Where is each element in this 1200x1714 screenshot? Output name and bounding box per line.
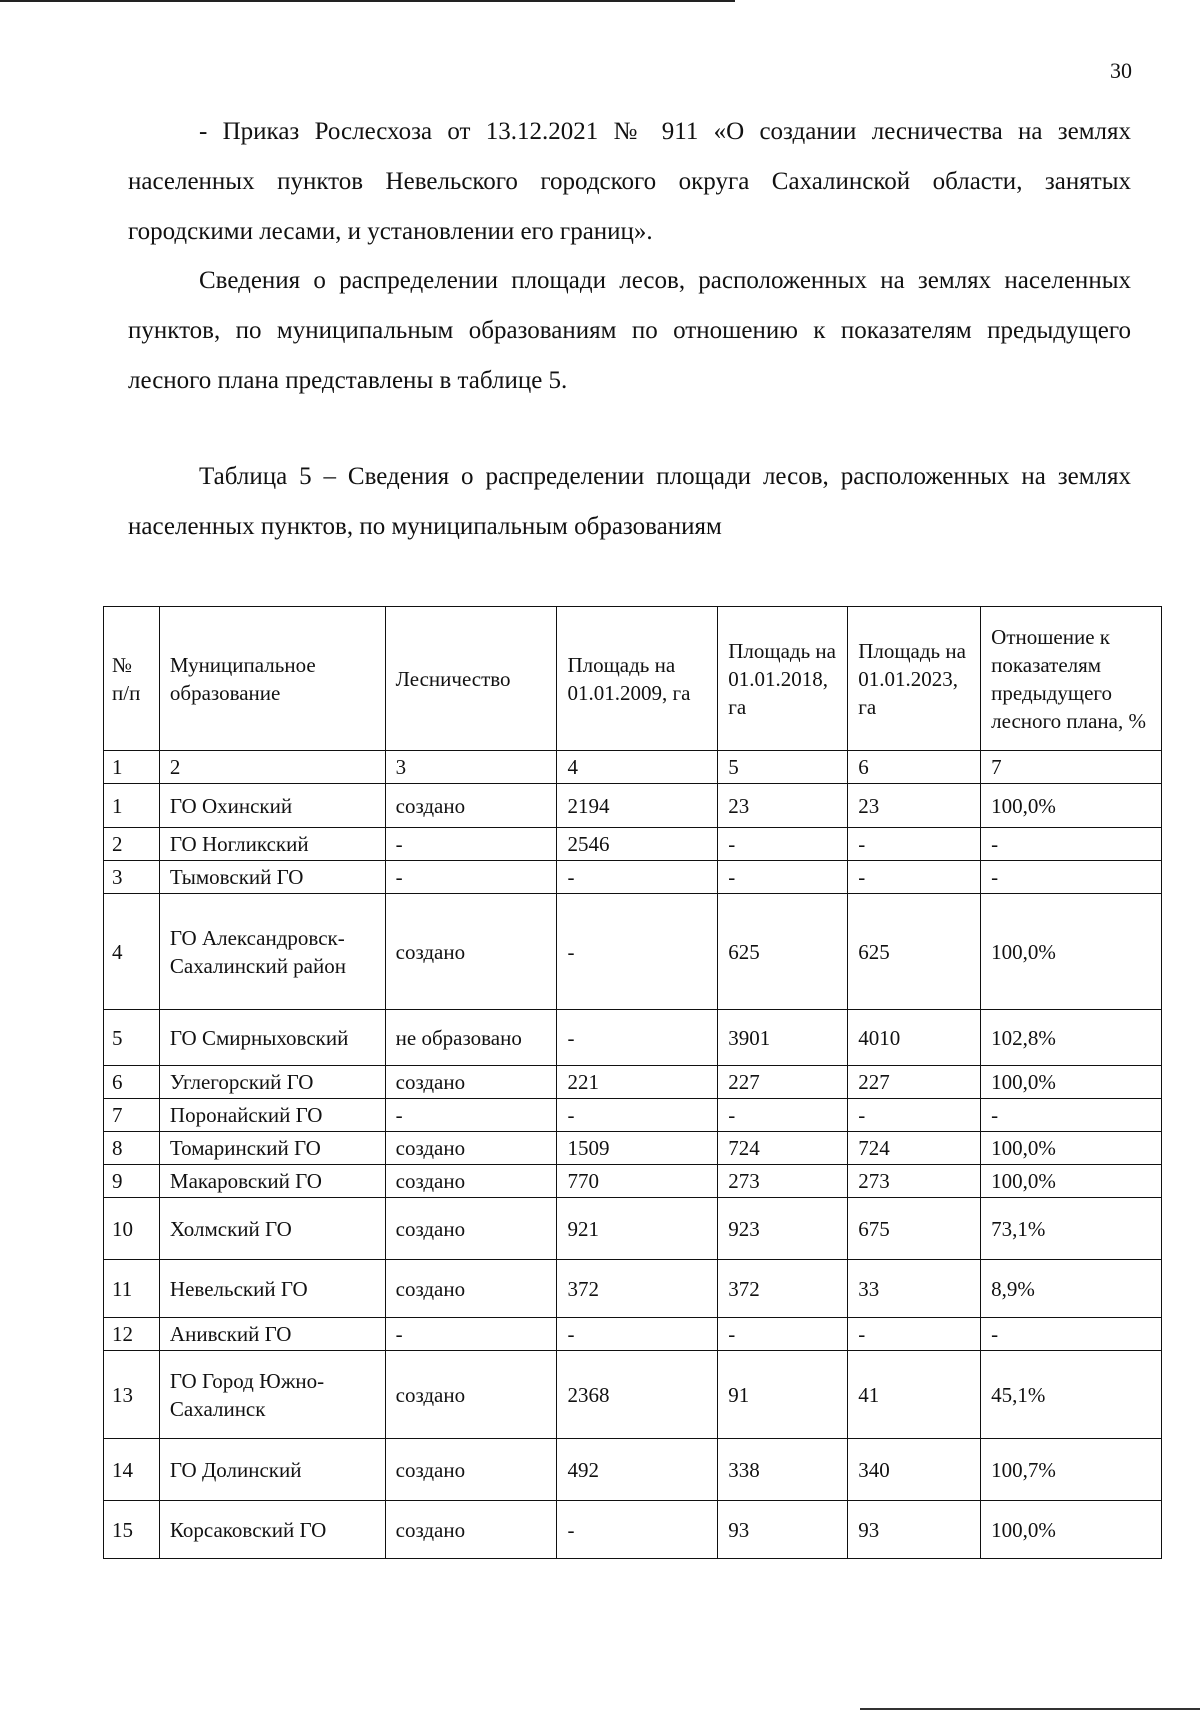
table-cell: 372 [718,1260,848,1318]
table-cell: - [557,1010,718,1066]
table-cell: 921 [557,1198,718,1260]
column-number-cell: 6 [848,751,981,784]
header-cell: Лесничество [385,607,557,751]
table-cell: создано [385,1198,557,1260]
table-cell: ГО Александровск-Сахалинский район [159,894,385,1010]
table-row [104,1066,1162,1099]
table-cell: 11 [104,1260,160,1318]
table-header-row [104,607,1162,751]
table-cell: - [385,861,557,894]
table-row [104,1099,1162,1132]
table-cell: - [981,828,1162,861]
column-number-cell: 5 [718,751,848,784]
table-cell: 23 [718,784,848,828]
table-cell: Поронайский ГО [159,1099,385,1132]
table-row [104,894,1162,1010]
paragraph-order-reference [128,107,1131,257]
paragraph-text: Сведения о распределении площади лесов, расположенных на землях населенных пунктов, по муниципальным образованиям по отношению к показателям предыдущего лесного плана представлены в таблице 5. [128,267,1131,394]
table-cell: 2368 [557,1351,718,1439]
header-cell: № п/п [104,607,160,751]
table-row [104,1132,1162,1165]
table-cell: - [557,1501,718,1559]
paragraph-table-intro [128,256,1131,406]
table-row [104,1501,1162,1559]
table-cell: - [718,828,848,861]
table-cell: 8 [104,1132,160,1165]
table-cell: 1509 [557,1132,718,1165]
header-cell: Площадь на 01.01.2023, га [848,607,981,751]
table-cell: 73,1% [981,1198,1162,1260]
table-cell: ГО Смирныховский [159,1010,385,1066]
table-cell: ГО Охинский [159,784,385,828]
table-cell: 675 [848,1198,981,1260]
table-cell: создано [385,1165,557,1198]
column-number-row [104,751,1162,784]
table-row [104,784,1162,828]
header-cell: Площадь на 01.01.2009, га [557,607,718,751]
table-cell: - [385,1099,557,1132]
table-cell: создано [385,1439,557,1501]
table-cell: 227 [718,1066,848,1099]
table-cell: 9 [104,1165,160,1198]
table-cell: создано [385,784,557,828]
table-row [104,861,1162,894]
table-cell: - [718,1318,848,1351]
table-caption [128,452,1131,552]
column-number-cell: 3 [385,751,557,784]
table-cell: - [557,1318,718,1351]
table-cell: 12 [104,1318,160,1351]
table-cell: 100,0% [981,1165,1162,1198]
table-cell: - [557,861,718,894]
table-cell: Макаровский ГО [159,1165,385,1198]
table-row [104,1198,1162,1260]
table-row [104,1351,1162,1439]
table-cell: Невельский ГО [159,1260,385,1318]
table-cell: ГО Долинский [159,1439,385,1501]
table-cell: ГО Город Южно-Сахалинск [159,1351,385,1439]
header-cell: Площадь на 01.01.2018, га [718,607,848,751]
column-number-cell: 2 [159,751,385,784]
table-cell: 2194 [557,784,718,828]
table-cell: 227 [848,1066,981,1099]
forest-area-table [103,606,1162,1559]
table-cell: 14 [104,1439,160,1501]
table-row [104,1439,1162,1501]
column-number-cell: 1 [104,751,160,784]
table-cell: 372 [557,1260,718,1318]
table-row [104,1165,1162,1198]
table-cell: 492 [557,1439,718,1501]
table-cell: Анивский ГО [159,1318,385,1351]
table-cell: 100,0% [981,1066,1162,1099]
table-cell: 5 [104,1010,160,1066]
table-cell: 15 [104,1501,160,1559]
table-cell: Углегорский ГО [159,1066,385,1099]
table-cell: 1 [104,784,160,828]
table-cell: 102,8% [981,1010,1162,1066]
table-cell: 273 [718,1165,848,1198]
table-row [104,1010,1162,1066]
table-cell: Томаринский ГО [159,1132,385,1165]
table-cell: 100,7% [981,1439,1162,1501]
table-cell: - [385,1318,557,1351]
table-cell: создано [385,1066,557,1099]
paragraph-text: - Приказ Рослесхоза от 13.12.2021 № 911 «О создании лесничества на землях населенных пунктов Невельского городского округа Сахалинской области, занятых городскими лесами, и установлении его границ». [128,118,1131,245]
table-cell: 724 [848,1132,981,1165]
table-cell: 221 [557,1066,718,1099]
table-cell: 625 [848,894,981,1010]
table-cell: 13 [104,1351,160,1439]
table-cell: - [848,1318,981,1351]
table-cell: 10 [104,1198,160,1260]
column-number-cell: 7 [981,751,1162,784]
table-cell: 770 [557,1165,718,1198]
page-number: 30 [1110,58,1132,83]
table-cell: - [557,894,718,1010]
table-cell: 273 [848,1165,981,1198]
table-row [104,1318,1162,1351]
table-cell: 724 [718,1132,848,1165]
table-cell: - [848,828,981,861]
table-cell: 2 [104,828,160,861]
table-cell: - [557,1099,718,1132]
table-cell: - [385,828,557,861]
table-cell: Корсаковский ГО [159,1501,385,1559]
table-cell: создано [385,894,557,1010]
table-cell: 6 [104,1066,160,1099]
table-cell: создано [385,1260,557,1318]
table-cell: 3901 [718,1010,848,1066]
table-cell: 923 [718,1198,848,1260]
table-cell: 33 [848,1260,981,1318]
table-cell: не образовано [385,1010,557,1066]
table-cell: 8,9% [981,1260,1162,1318]
header-cell: Отношение к показателям предыдущего лесного плана, % [981,607,1162,751]
table-cell: Тымовский ГО [159,861,385,894]
header-cell: Муниципальное образование [159,607,385,751]
table-cell: 93 [848,1501,981,1559]
table-cell: 100,0% [981,894,1162,1010]
table-cell: 340 [848,1439,981,1501]
table-cell: 4010 [848,1010,981,1066]
table-cell: 41 [848,1351,981,1439]
table-cell: - [718,861,848,894]
table-cell: создано [385,1351,557,1439]
table-cell: - [981,1318,1162,1351]
table-cell: Холмский ГО [159,1198,385,1260]
table-cell: 45,1% [981,1351,1162,1439]
caption-text: Таблица 5 – Сведения о распределении площади лесов, расположенных на землях населенных пунктов, по муниципальным образованиям [128,463,1131,540]
table-cell: 3 [104,861,160,894]
table-cell: ГО Ногликский [159,828,385,861]
table-cell: 100,0% [981,1132,1162,1165]
table-cell: создано [385,1501,557,1559]
table-cell: - [981,861,1162,894]
table-cell: 7 [104,1099,160,1132]
column-number-cell: 4 [557,751,718,784]
table-row [104,828,1162,861]
table-cell: 100,0% [981,1501,1162,1559]
scan-top-line [0,0,735,2]
table-cell: 2546 [557,828,718,861]
table-cell: 23 [848,784,981,828]
table-cell: 338 [718,1439,848,1501]
table-cell: 4 [104,894,160,1010]
table-cell: 93 [718,1501,848,1559]
table-cell: - [981,1099,1162,1132]
table-cell: - [718,1099,848,1132]
table-cell: 100,0% [981,784,1162,828]
table-cell: - [848,1099,981,1132]
table-cell: создано [385,1132,557,1165]
table-row [104,1260,1162,1318]
scan-bottom-line [860,1708,1200,1710]
table-cell: 625 [718,894,848,1010]
table-cell: - [848,861,981,894]
table-cell: 91 [718,1351,848,1439]
